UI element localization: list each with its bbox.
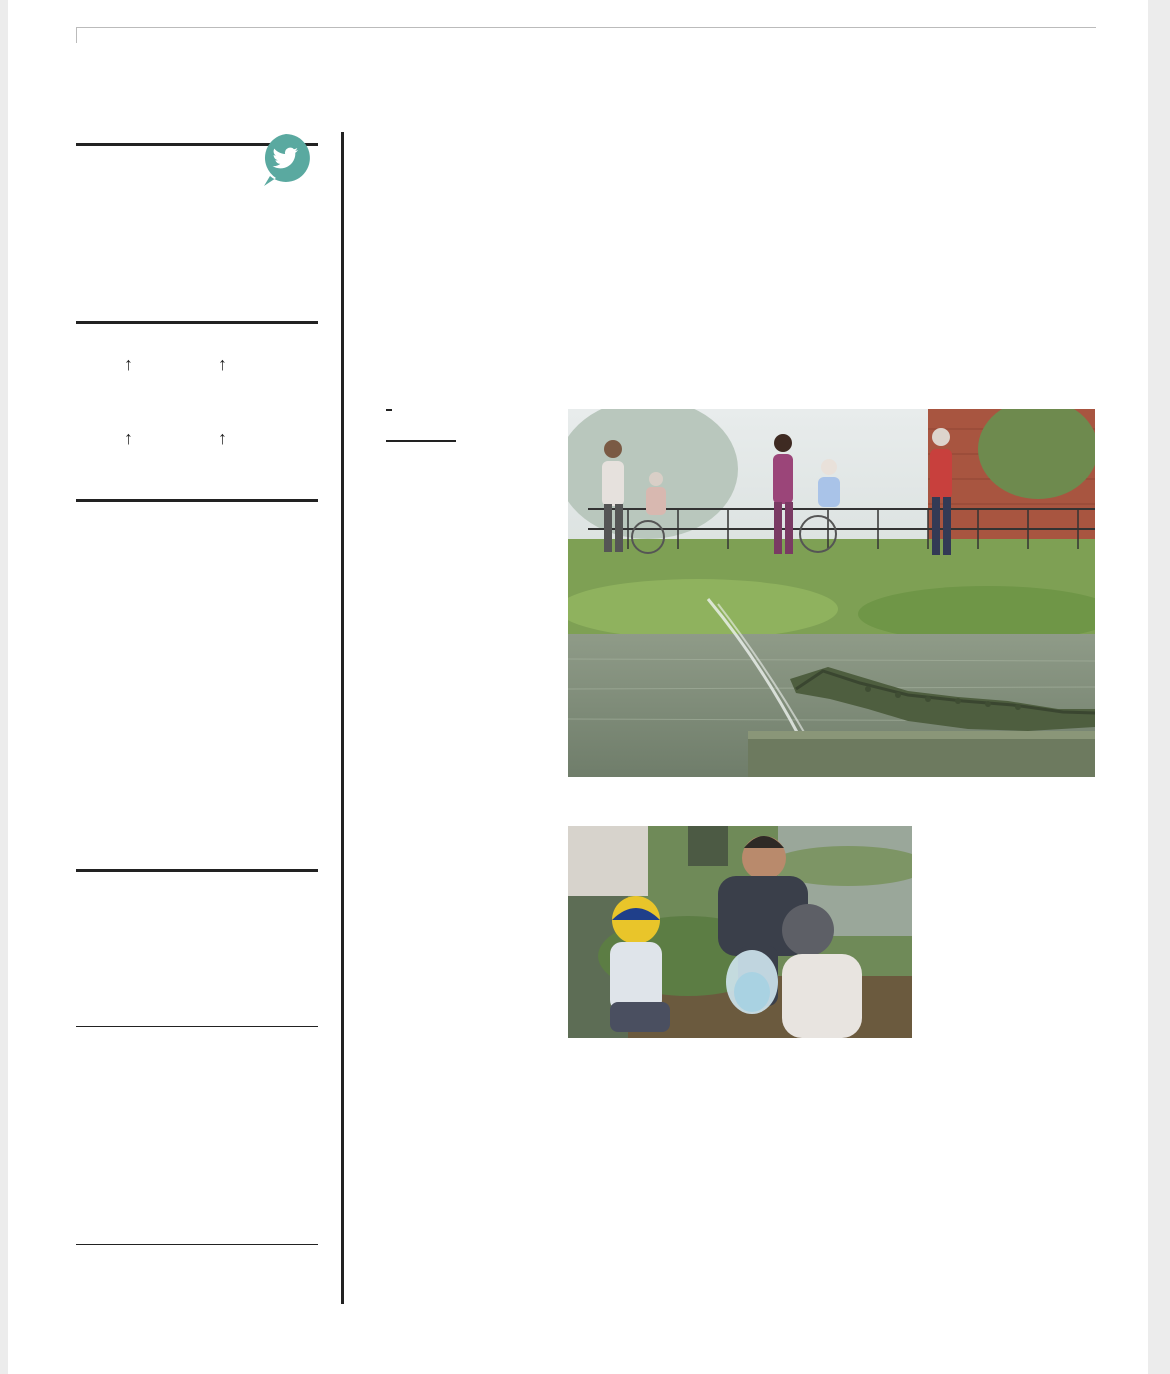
article-column-3 [748, 1088, 914, 1308]
photo-siembra-alevinos [568, 826, 912, 1038]
photo-humedal-babilla [568, 409, 1095, 777]
article-column-2 [566, 1088, 732, 1308]
top-rule [76, 27, 1096, 28]
tomorrow-max: ↑ [218, 428, 227, 448]
today-max: ↑ [218, 354, 227, 374]
newspaper-page [8, 0, 1148, 1374]
twitter-bird-icon [260, 132, 312, 188]
el-clima-heading [76, 310, 318, 332]
article-column-4 [928, 826, 1094, 1308]
column-divider [341, 132, 344, 1304]
article-column-1 [386, 456, 551, 1306]
imperdibles-heading [76, 488, 318, 510]
top-rule-corner [76, 27, 77, 43]
credits-rule [76, 869, 318, 872]
today-min: ↑ [124, 354, 133, 374]
tomorrow-min: ↑ [124, 428, 133, 448]
disclaimer-rule [76, 1244, 318, 1245]
byline [386, 409, 392, 411]
staff-rule [76, 1026, 318, 1027]
poll-pie-chart [214, 210, 290, 286]
byline-rule [386, 440, 456, 442]
